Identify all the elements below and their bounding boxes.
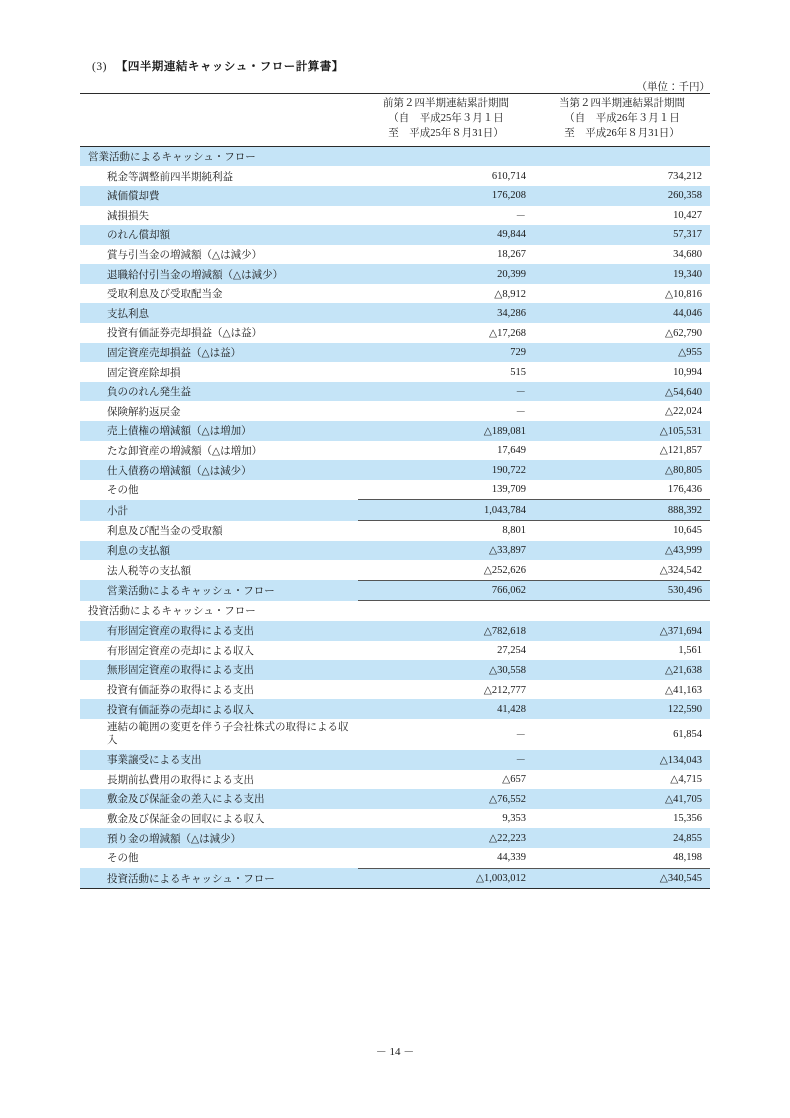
row-value-curr: △340,545	[534, 868, 710, 889]
row-value-curr: 15,356	[673, 813, 702, 825]
header-curr-period	[534, 94, 710, 147]
page-number: － 14 －	[375, 1046, 415, 1058]
row-value-curr	[534, 146, 710, 166]
row-label: その他	[107, 485, 139, 497]
header-curr-title: 当第２四半期連結累計期間	[559, 98, 685, 109]
row-value-prev: △17,268	[489, 327, 526, 339]
table-row	[80, 541, 710, 561]
row-label: 支払利息	[80, 303, 358, 323]
row-value-curr: 34,680	[673, 248, 702, 260]
cash-flow-table	[80, 93, 710, 889]
row-value-curr: 10,645	[673, 525, 702, 537]
row-label: 保険解約返戻金	[107, 406, 181, 418]
table-row	[80, 206, 710, 226]
table-row	[80, 500, 710, 521]
row-label: 売上債権の増減額（△は増加）	[80, 421, 358, 441]
row-label: 投資有価証券の売却による収入	[80, 699, 358, 719]
row-value-curr: 19,340	[534, 264, 710, 284]
row-label: 営業活動によるキャッシュ・フロー	[80, 580, 358, 601]
row-value-prev: 18,267	[497, 248, 526, 260]
table-row	[80, 382, 710, 402]
table-row	[80, 621, 710, 641]
row-label: 投資活動によるキャッシュ・フロー	[88, 606, 256, 618]
row-value-prev: 766,062	[358, 580, 534, 601]
row-label: 預り金の増減額（△は減少）	[80, 828, 358, 848]
row-value-prev: －	[515, 406, 526, 418]
row-label: 固定資産除却損	[107, 367, 181, 379]
row-label: 投資活動によるキャッシュ・フロー	[80, 868, 358, 889]
table-row	[80, 770, 710, 790]
row-value-prev: △76,552	[358, 789, 534, 809]
row-value-prev: △22,223	[358, 828, 534, 848]
table-row	[80, 641, 710, 661]
header-prev-to: 至 平成25年８月31日）	[388, 127, 504, 139]
row-value-prev: △30,558	[358, 660, 534, 680]
row-label: 長期前払費用の取得による支出	[107, 774, 254, 786]
row-value-prev: 8,801	[502, 525, 526, 537]
table-row	[80, 166, 710, 186]
row-value-curr	[534, 601, 710, 621]
row-value-prev	[358, 601, 534, 621]
header-prev-from: （自 平成25年３月１日	[388, 112, 504, 124]
row-value-prev: △189,081	[358, 421, 534, 441]
table-row	[80, 343, 710, 363]
row-value-curr: 44,046	[534, 303, 710, 323]
row-value-prev: －	[515, 729, 526, 741]
header-curr-to: 至 平成26年８月31日）	[564, 127, 680, 139]
table-row	[80, 560, 710, 580]
row-value-curr: △41,163	[665, 684, 702, 696]
unit-note: （単位：千円）	[636, 82, 710, 93]
row-value-curr: 530,496	[534, 580, 710, 601]
row-value-prev: △252,626	[483, 564, 526, 576]
row-label: 営業活動によるキャッシュ・フロー	[80, 146, 358, 166]
row-value-curr: △121,857	[659, 445, 702, 457]
section-number: (3)	[92, 61, 107, 73]
row-label: 事業譲受による支出	[80, 750, 358, 770]
row-value-prev: 729	[358, 343, 534, 363]
row-value-curr: △21,638	[534, 660, 710, 680]
row-label: 固定資産売却損益（△は益）	[80, 343, 358, 363]
row-label: 無形固定資産の取得による支出	[80, 660, 358, 680]
row-value-curr: 1,561	[678, 644, 702, 656]
header-label-cell	[80, 94, 358, 147]
row-value-curr: 48,198	[673, 852, 702, 864]
row-value-curr: △4,715	[670, 774, 702, 786]
row-label: 退職給付引当金の増減額（△は減少）	[80, 264, 358, 284]
table-row	[80, 480, 710, 500]
row-value-curr: △10,816	[665, 288, 702, 300]
row-value-curr: △324,542	[659, 564, 702, 576]
row-value-prev: △33,897	[358, 541, 534, 561]
row-value-curr: 10,994	[673, 366, 702, 378]
row-value-curr: △62,790	[665, 327, 702, 339]
row-value-prev: 49,844	[358, 225, 534, 245]
row-value-prev	[358, 146, 534, 166]
row-value-prev: △657	[502, 774, 526, 786]
table-row	[80, 750, 710, 770]
row-value-prev: 44,339	[497, 852, 526, 864]
row-label: 敷金及び保証金の回収による収入	[107, 814, 265, 826]
row-value-prev: 41,428	[358, 699, 534, 719]
row-value-curr: △134,043	[534, 750, 710, 770]
row-label: たな卸資産の増減額（△は増加）	[107, 445, 263, 457]
row-value-prev: △212,777	[483, 684, 526, 696]
row-label: 受取利息及び受取配当金	[107, 289, 223, 301]
row-value-curr: △41,705	[534, 789, 710, 809]
table-row	[80, 421, 710, 441]
row-value-prev: 610,714	[491, 170, 526, 182]
row-value-curr: 176,436	[667, 484, 702, 496]
row-value-prev: 20,399	[358, 264, 534, 284]
row-value-curr: 734,212	[667, 170, 702, 182]
row-value-prev: 27,254	[497, 644, 526, 656]
table-row	[80, 303, 710, 323]
row-label: 減損損失	[107, 210, 149, 222]
row-label: 投資有価証券売却損益（△は益）	[107, 328, 263, 340]
row-value-prev: 1,043,784	[358, 500, 534, 521]
header-prev-period	[358, 94, 534, 147]
row-value-curr: 57,317	[534, 225, 710, 245]
table-row	[80, 601, 710, 621]
row-value-prev: 139,709	[491, 484, 526, 496]
table-row	[80, 828, 710, 848]
statement-title: 【四半期連結キャッシュ・フロー計算書】	[115, 61, 344, 73]
row-value-prev: △782,618	[358, 621, 534, 641]
row-value-curr: △22,024	[665, 406, 702, 418]
table-row	[80, 848, 710, 868]
row-label: 連結の範囲の変更を伴う子会社株式の取得による収入	[107, 721, 349, 747]
row-value-prev: △1,003,012	[358, 868, 534, 889]
row-value-curr: 61,854	[673, 728, 702, 740]
row-label: 有形固定資産の取得による支出	[80, 621, 358, 641]
row-value-prev: 17,649	[497, 444, 526, 456]
row-value-prev: －	[358, 382, 534, 402]
row-value-prev: 515	[510, 366, 526, 378]
table-row	[80, 699, 710, 719]
header-prev-title: 前第２四半期連結累計期間	[383, 98, 509, 109]
table-header-row	[80, 94, 710, 147]
table-body	[80, 146, 710, 888]
row-value-curr: △54,640	[534, 382, 710, 402]
row-label: 賞与引当金の増減額（△は減少）	[107, 249, 263, 261]
table-row	[80, 146, 710, 166]
table-row	[80, 460, 710, 480]
row-value-curr: △80,805	[534, 460, 710, 480]
row-label: 仕入債務の増減額（△は減少）	[80, 460, 358, 480]
row-label: 利息及び配当金の受取額	[107, 526, 223, 538]
table-row	[80, 245, 710, 265]
row-value-prev: －	[515, 210, 526, 222]
table-row	[80, 323, 710, 343]
table-row	[80, 284, 710, 304]
row-label: 投資有価証券の取得による支出	[107, 685, 254, 697]
table-row	[80, 580, 710, 601]
table-row	[80, 680, 710, 700]
row-label: のれん償却額	[80, 225, 358, 245]
table-row	[80, 521, 710, 541]
row-label: 敷金及び保証金の差入による支出	[80, 789, 358, 809]
row-label: その他	[107, 853, 139, 865]
table-row	[80, 719, 710, 750]
row-value-prev: 9,353	[502, 813, 526, 825]
row-label: 有形固定資産の売却による収入	[107, 645, 254, 657]
row-value-prev: －	[358, 750, 534, 770]
row-value-prev: △8,912	[494, 288, 526, 300]
table-row	[80, 362, 710, 382]
row-value-prev: 176,208	[358, 186, 534, 206]
row-label: 法人税等の支払額	[107, 565, 191, 577]
row-value-prev: 34,286	[358, 303, 534, 323]
table-row	[80, 868, 710, 889]
row-value-curr: 122,590	[534, 699, 710, 719]
table-row	[80, 660, 710, 680]
table-row	[80, 264, 710, 284]
row-value-curr: △955	[534, 343, 710, 363]
table-row	[80, 789, 710, 809]
table-row	[80, 441, 710, 461]
table-row	[80, 401, 710, 421]
row-value-curr: 24,855	[534, 828, 710, 848]
row-label: 利息の支払額	[80, 541, 358, 561]
header-curr-from: （自 平成26年３月１日	[564, 112, 680, 124]
row-value-curr: 260,358	[534, 186, 710, 206]
table-row	[80, 809, 710, 829]
row-value-curr: △371,694	[534, 621, 710, 641]
table-row	[80, 225, 710, 245]
table-header	[80, 94, 710, 147]
row-value-curr: △43,999	[534, 541, 710, 561]
row-value-prev: 190,722	[358, 460, 534, 480]
table-row	[80, 186, 710, 206]
row-value-curr: △105,531	[534, 421, 710, 441]
row-value-curr: 888,392	[534, 500, 710, 521]
page-title	[92, 58, 344, 74]
row-label: 小計	[80, 500, 358, 521]
row-label: 減価償却費	[80, 186, 358, 206]
row-label: 税金等調整前四半期純利益	[107, 171, 233, 183]
row-label: 負ののれん発生益	[80, 382, 358, 402]
row-value-curr: 10,427	[673, 209, 702, 221]
